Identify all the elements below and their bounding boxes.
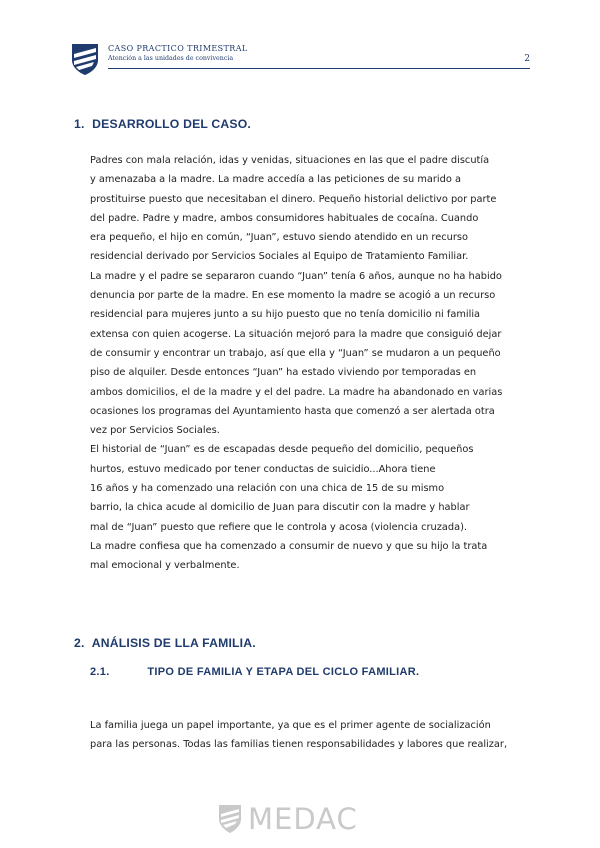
body-line: El historial de “Juan” es de escapadas desde pequeño del domicilio, pequeños xyxy=(90,444,474,456)
body-line: ocasiones los programas del Ayuntamiento hasta que comenzó a ser alertada otra xyxy=(90,405,495,417)
section-1-body xyxy=(90,151,528,576)
body-line: del padre. Padre y madre, ambos consumidores habituales de cocaína. Cuando xyxy=(90,212,479,224)
section-2-1-heading xyxy=(90,666,419,678)
body-line: residencial derivado por Servicios Sociales al Equipo de Tratamiento Familiar. xyxy=(90,251,469,263)
page-header xyxy=(70,40,530,80)
section-2-title: ANÁLISIS DE LLA FAMILIA. xyxy=(91,636,256,650)
footer-logo xyxy=(218,804,383,838)
shield-logo-icon xyxy=(70,42,100,76)
body-line: extensa con quien acogerse. La situación mejoró para la madre que consiguió dejar xyxy=(90,328,502,340)
body-line: ambos domicilios, el de la madre y el del padre. La madre ha abandonado en varias xyxy=(90,386,503,398)
body-line: hurtos, estuvo medicado por tener conductas de suicidio...Ahora tiene xyxy=(90,463,436,475)
body-line: residencial para mujeres junto a su hijo puesto que no tenía domicilio ni familia xyxy=(90,309,481,321)
page-number: 2 xyxy=(524,54,530,64)
header-title: CASO PRACTICO TRIMESTRAL xyxy=(108,44,248,53)
body-line: La madre confiesa que ha comenzado a consumir de nuevo y que su hijo la trata xyxy=(90,540,488,552)
body-line: era pequeño, el hijo en común, “Juan”, estuvo siendo atendido en un recurso xyxy=(90,232,468,244)
header-subtitle: Atención a las unidades de convivencia xyxy=(108,55,234,62)
section-1-number: 1. xyxy=(74,117,85,131)
body-line: y amenazaba a la madre. La madre accedía a las peticiones de su marido a xyxy=(90,174,461,186)
body-line: piso de alquiler. Desde entonces “Juan” ha estado viviendo por temporadas en xyxy=(90,367,477,379)
footer-shield-icon xyxy=(218,804,242,834)
body-line: Padres con mala relación, idas y venidas, situaciones en las que el padre discutía xyxy=(90,155,490,166)
section-1-title: DESARROLLO DEL CASO. xyxy=(92,117,252,131)
body-line: mal emocional y verbalmente. xyxy=(90,560,240,572)
section-1-heading xyxy=(74,117,251,131)
header-divider xyxy=(108,68,530,69)
body-line: de consumir y encontrar un trabajo, así que ella y “Juan” se mudaron a un pequeño xyxy=(90,347,501,359)
section-2-1-body xyxy=(90,716,528,755)
body-line: prostituirse puesto que necesitaban el dinero. Pequeño historial delictivo por parte xyxy=(90,193,497,205)
section-2-1-number: 2.1. xyxy=(90,666,110,678)
section-2-heading xyxy=(74,636,256,650)
body-line: La madre y el padre se separaron cuando “Juan” tenía 6 años, aunque no ha habido xyxy=(90,270,502,282)
body-line: denuncia por parte de la madre. En ese momento la madre se acogió a un recurso xyxy=(90,290,496,302)
footer-brand: MEDAC xyxy=(248,802,358,836)
body-line: 16 años y ha comenzado una relación con una chica de 15 de su mismo xyxy=(90,483,445,495)
body-line: vez por Servicios Sociales. xyxy=(90,425,220,437)
section-2-1-title: TIPO DE FAMILIA Y ETAPA DEL CICLO FAMILIAR. xyxy=(147,666,420,678)
body-line: barrio, la chica acude al domicilio de Juan para discutir con la madre y hablar xyxy=(90,502,470,514)
section-2-number: 2. xyxy=(74,636,85,650)
header-text xyxy=(108,44,248,62)
body-line: La familia juega un papel importante, ya que es el primer agente de socialización xyxy=(90,720,491,731)
body-line: para las personas. Todas las familias tienen responsabilidades y labores que realizar, xyxy=(90,739,508,751)
body-line: mal de “Juan” puesto que refiere que le controla y acosa (violencia cruzada). xyxy=(90,521,468,533)
